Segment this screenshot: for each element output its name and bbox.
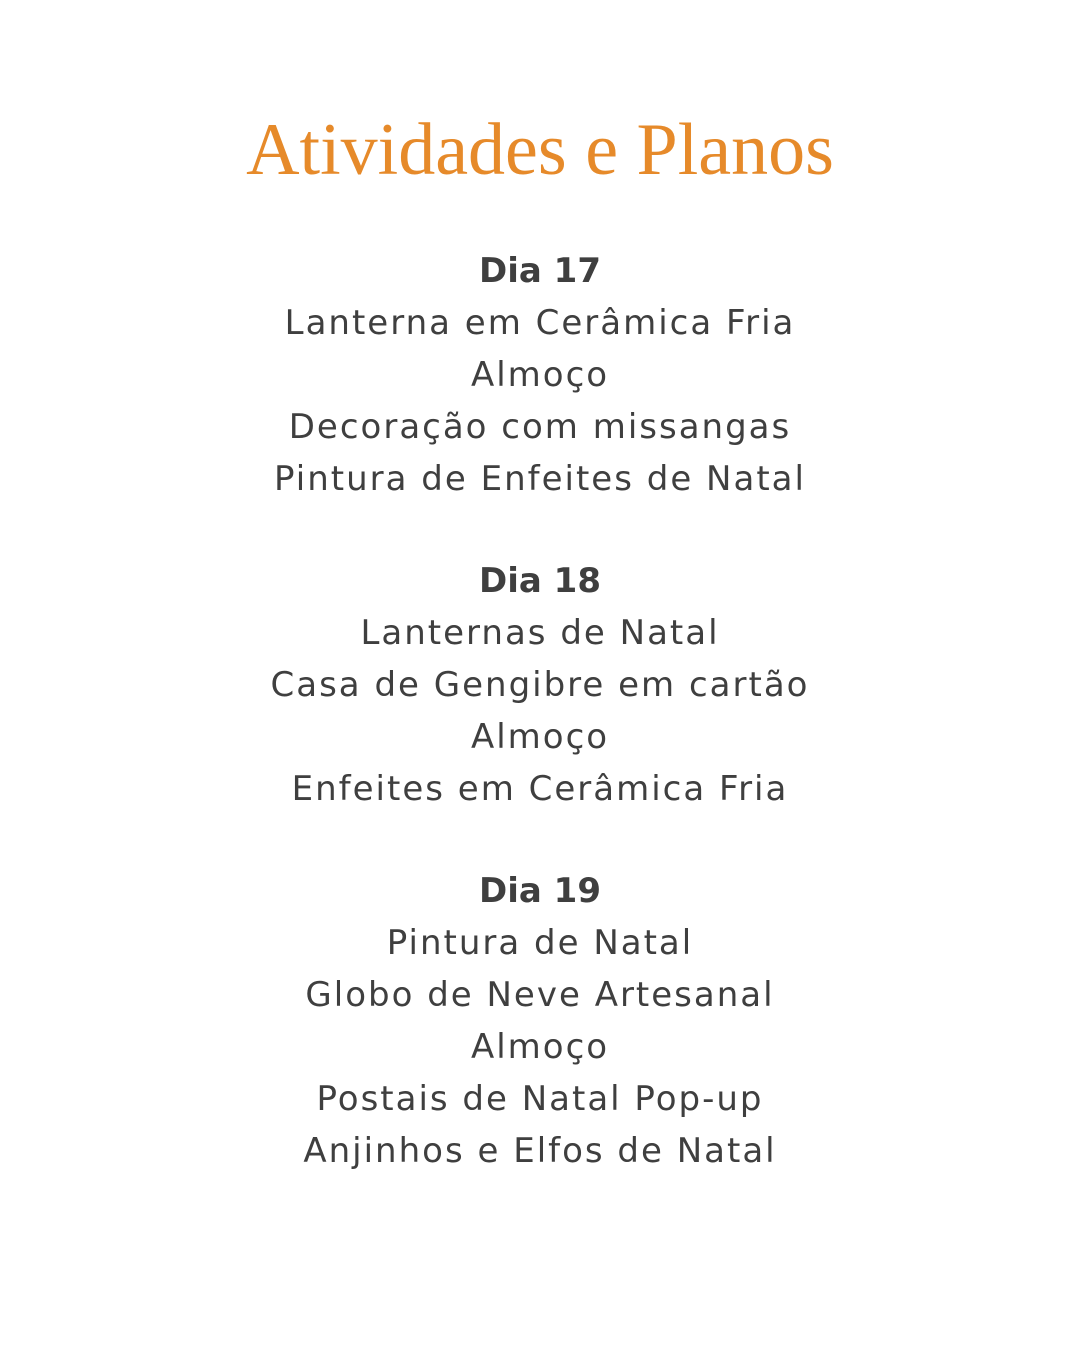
day-heading: Dia 17 [479, 251, 601, 291]
activity-item: Globo de Neve Artesanal [305, 975, 775, 1015]
activity-item: Pintura de Enfeites de Natal [274, 459, 806, 499]
activity-item: Lanterna em Cerâmica Fria [284, 303, 796, 343]
day-heading: Dia 19 [479, 871, 601, 911]
day-section-19 [0, 865, 1080, 1177]
activity-item: Casa de Gengibre em cartão [270, 665, 810, 705]
day-section-18 [0, 555, 1080, 815]
activity-list [0, 607, 1080, 815]
activity-item: Lanternas de Natal [360, 613, 720, 653]
day-section-17 [0, 245, 1080, 505]
activity-item: Almoço [470, 355, 610, 395]
activity-item: Enfeites em Cerâmica Fria [291, 769, 789, 809]
activity-item: Anjinhos e Elfos de Natal [303, 1131, 777, 1171]
activity-item: Pintura de Natal [386, 923, 694, 963]
page-title: Atividades e Planos [246, 109, 834, 191]
day-heading: Dia 18 [479, 561, 601, 601]
activity-item: Almoço [470, 717, 610, 757]
activity-item: Decoração com missangas [288, 407, 792, 447]
activity-list [0, 297, 1080, 505]
activity-item: Postais de Natal Pop-up [316, 1079, 764, 1119]
activity-item: Almoço [470, 1027, 610, 1067]
activity-list [0, 917, 1080, 1177]
